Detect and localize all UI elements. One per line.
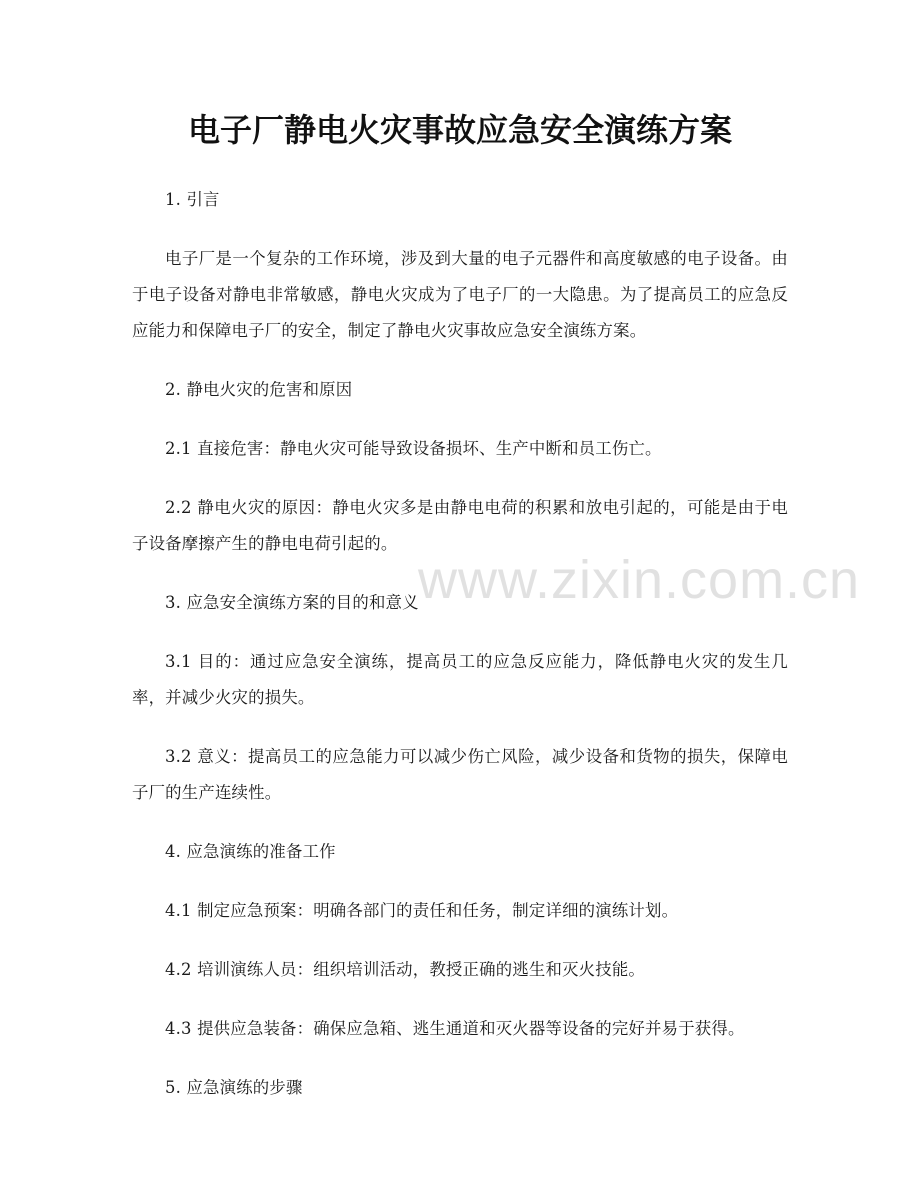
paragraph-2-2: 2.2 静电火灾的原因：静电火灾多是由静电电荷的积累和放电引起的，可能是由于电子设备摩擦产生的静电电荷引起的。 [132,498,788,553]
section-heading-5: 5. 应急演练的步骤 [165,1078,303,1097]
document-title: 电子厂静电火灾事故应急安全演练方案 [187,111,732,149]
watermark: www.zixin.com.cn [418,550,861,610]
paragraph-4-3: 4.3 提供应急装备：确保应急箱、逃生通道和灭火器等设备的完好并易于获得。 [165,1019,745,1038]
section-heading-2: 2. 静电火灾的危害和原因 [165,380,353,399]
section-heading-3: 3. 应急安全演练方案的目的和意义 [165,593,419,612]
paragraph-intro: 电子厂是一个复杂的工作环境，涉及到大量的电子元器件和高度敏感的电子设备。由于电子设备对静电非常敏感，静电火灾成为了电子厂的一大隐患。为了提高员工的应急反应能力和保障电子厂的安全，制定了静电火灾事故应急安全演练方案。 [132,249,788,340]
paragraph-3-1: 3.1 目的：通过应急安全演练，提高员工的应急反应能力，降低静电火灾的发生几率，并减少火灾的损失。 [132,652,788,707]
section-heading-1: 1. 引言 [165,190,220,209]
paragraph-4-1: 4.1 制定应急预案：明确各部门的责任和任务，制定详细的演练计划。 [165,901,679,920]
paragraph-4-2: 4.2 培训演练人员：组织培训活动，教授正确的逃生和灭火技能。 [165,960,646,979]
section-heading-4: 4. 应急演练的准备工作 [165,842,336,861]
document-body [132,182,788,1129]
paragraph-3-2: 3.2 意义：提高员工的应急能力可以减少伤亡风险，减少设备和货物的损失，保障电子厂的生产连续性。 [132,747,788,802]
paragraph-2-1: 2.1 直接危害：静电火灾可能导致设备损坏、生产中断和员工伤亡。 [165,439,662,458]
